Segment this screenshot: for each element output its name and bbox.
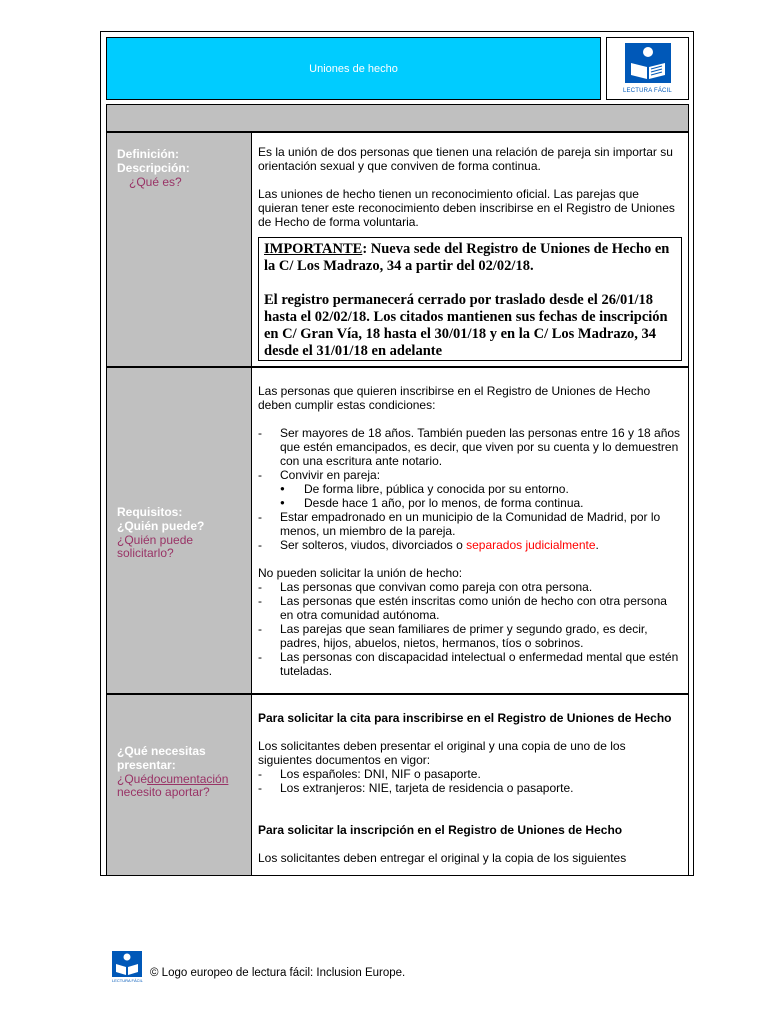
important-text-2: El registro permanecerá cerrado por traslado desde el 26/01/18 hasta el 02/02/18. Los citados mantienen sus fechas de inscripción en C/ Gran Vía, 18 hasta el 30/01/18 y en la C/ Los Madrazo, 34 desde el 31/01/18 en adelante xyxy=(264,292,668,359)
footer-logo-caption: LECTURA FÁCIL xyxy=(112,978,143,983)
question-que-es: ¿Qué es? xyxy=(129,175,182,189)
list-item: - Las personas que estén inscritas como unión de hecho con otra persona en otra comunidad autónoma. xyxy=(258,594,682,622)
text: ¿Qué xyxy=(117,772,148,786)
list-item: - Las personas con discapacidad intelectual o enfermedad mental que estén tuteladas. xyxy=(258,650,682,678)
documentacion-link[interactable]: documentación xyxy=(147,772,229,786)
label-definicion: Definición: xyxy=(117,147,179,161)
easy-read-logo xyxy=(606,37,689,100)
row-definicion xyxy=(106,132,689,367)
paragraph: No pueden solicitar la unión de hecho: xyxy=(258,566,463,580)
list-item: - Estar empadronado en un municipio de la Comunidad de Madrid, por lo menos, un miembro de la pareja. xyxy=(258,510,682,538)
text: . xyxy=(595,538,599,552)
label-presentar: presentar: xyxy=(117,758,176,772)
list-item: - Las parejas que sean familiares de primer y segundo grado, es decir, padres, hijos, abuelos, nietos, hermanos, tíos o sobrinos. xyxy=(258,622,682,650)
list-item: - Los extranjeros: NIE, tarjeta de residencia o pasaporte. xyxy=(258,781,682,795)
list-item: - Convivir en pareja: xyxy=(258,468,682,482)
row-requisitos xyxy=(106,367,689,694)
text: necesito aportar? xyxy=(117,785,210,799)
label-quien-puede: ¿Quién puede? xyxy=(117,519,205,533)
footer-credit: © Logo europeo de lectura fácil: Inclusion Europe. xyxy=(150,967,406,979)
list-item: - Las personas que convivan como pareja con otra persona. xyxy=(258,580,682,594)
row-label-cell xyxy=(107,368,252,693)
page-title xyxy=(106,37,601,100)
important-text: : Nueva sede del Registro de Uniones de Hecho en la C/ Los Madrazo, 34 a partir del 02/02/18. xyxy=(264,241,670,274)
list-item: - Los españoles: DNI, NIF o pasaporte. xyxy=(258,767,682,781)
row-content-cell xyxy=(252,695,688,876)
label-descripcion: Descripción: xyxy=(117,161,190,175)
list-item xyxy=(258,538,682,552)
row-label-cell xyxy=(107,133,252,366)
row-documentos xyxy=(106,694,689,876)
easy-read-icon xyxy=(625,43,671,83)
easy-read-icon xyxy=(112,951,142,977)
row-content-cell xyxy=(252,133,688,366)
paragraph: Los solicitantes deben entregar el original y la copia de los siguientes xyxy=(258,851,627,865)
list-item: - Ser mayores de 18 años. También pueden las personas entre 16 y 18 años que estén emancipados, es decir, que viven por su cuenta y lo demuestren con una escritura ante notario. xyxy=(258,426,682,468)
logo-caption: LECTURA FÁCIL xyxy=(623,88,672,94)
red-highlight: separados judicialmente xyxy=(466,538,596,552)
important-title: IMPORTANTE xyxy=(264,241,363,257)
page-title-text: Uniones de hecho xyxy=(309,62,398,75)
grey-band xyxy=(106,104,689,132)
section-heading: Para solicitar la inscripción en el Registro de Uniones de Hecho xyxy=(258,823,623,837)
question-documentacion xyxy=(117,773,242,799)
paragraph: Es la unión de dos personas que tienen una relación de pareja sin importar su orientación sexual y que conviven de forma continua. xyxy=(258,145,673,173)
document-table xyxy=(100,31,694,876)
paragraph: Los solicitantes deben presentar el original y una copia de uno de los siguientes documentos en vigor: xyxy=(258,739,626,767)
row-label-cell xyxy=(107,695,252,876)
list-item: ● Desde hace 1 año, por lo menos, de forma continua. xyxy=(258,496,682,510)
label-que-necesitas: ¿Qué necesitas xyxy=(117,744,206,758)
row-content-cell xyxy=(252,368,688,693)
label-requisitos: Requisitos: xyxy=(117,505,183,519)
paragraph: Las personas que quieren inscribirse en el Registro de Uniones de Hecho deben cumplir estas condiciones: xyxy=(258,384,651,412)
section-heading: Para solicitar la cita para inscribirse en el Registro de Uniones de Hecho xyxy=(258,711,672,725)
question-quien-puede-solicitarlo: ¿Quién puede solicitarlo? xyxy=(117,533,194,560)
important-notice xyxy=(258,237,682,361)
list-item: ● De forma libre, pública y conocida por su entorno. xyxy=(258,482,682,496)
text: Ser solteros, viudos, divorciados o xyxy=(280,538,467,552)
paragraph: Las uniones de hecho tienen un reconocimiento oficial. Las parejas que quieran tener este reconocimiento deben inscribirse en el Registro de Uniones de Hecho de forma voluntaria. xyxy=(258,187,675,229)
